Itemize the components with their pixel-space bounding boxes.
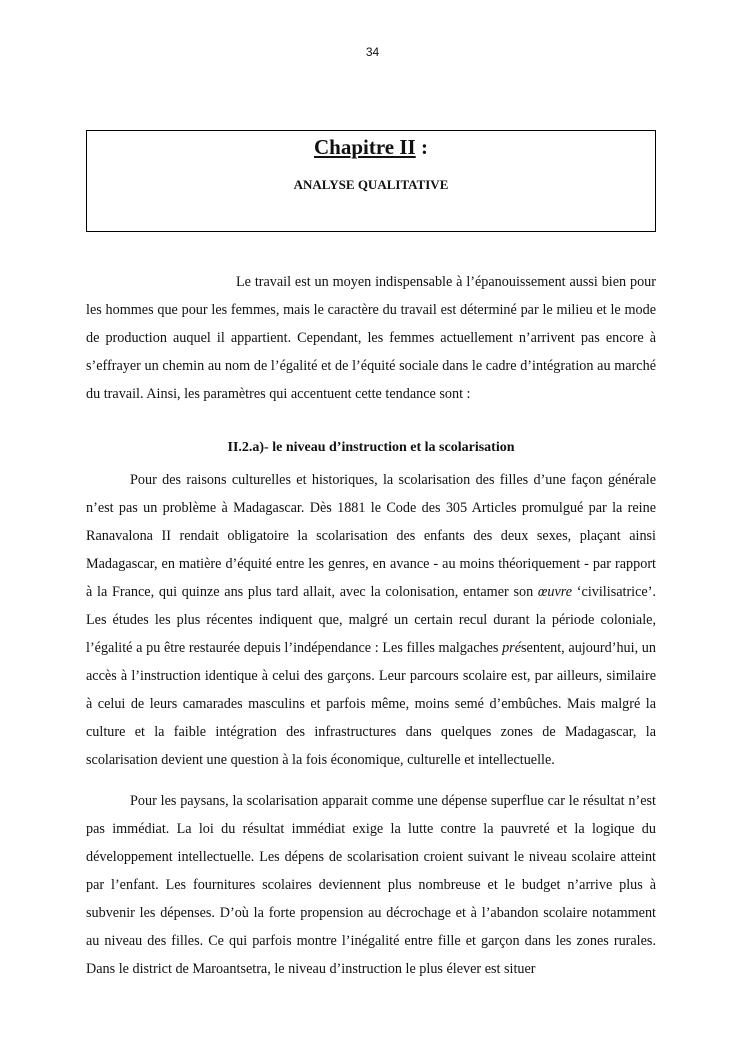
chapter-title-text: Chapitre II	[314, 135, 416, 159]
intro-paragraph: Le travail est un moyen indispensable à l’épanouissement aussi bien pour les hommes que pour les femmes, mais le caractère du travail est déterminé par le milieu et le mode de production auquel il appartient. Cependant, les femmes actuellement n’arrivent pas encore à s’effrayer un chemin au nom de l’égalité et de l’équité sociale dans le cadre d’intégration au marché du travail. Ainsi, les paramètres qui accentuent cette tendance sont :	[86, 274, 656, 402]
paragraph-1-italic-oeuvre: œuvre	[537, 584, 573, 600]
paragraph-1-part-b: ‘civilisatrice’. Les études les plus récentes indiquent que, malgré un certain recul durant la période coloniale, l’égalité a pu être restaurée depuis l’indépendance : Les filles malgaches	[86, 584, 656, 656]
chapter-subtitle: ANALYSE QUALITATIVE	[293, 177, 449, 192]
paragraph-1-part-a: Pour des raisons culturelles et historiques, la scolarisation des filles d’une façon générale n’est pas un problème à Madagascar. Dès 1881 le Code des 305 Articles promulgué par la reine Ranavalona II rendait obligatoire la scolarisation des enfants des deux sexes, plaçant ainsi Madagascar, en matière d’équité entre les genres, en avance - au moins théoriquement - par rapport à la France, qui quinze ans plus tard allait, avec la colonisation, entamer son	[86, 472, 656, 600]
body-paragraph-2: Pour les paysans, la scolarisation apparait comme une dépense superflue car le résultat n’est pas immédiat. La loi du résultat immédiat exige la lutte contre la pauvreté et la logique du développement intellectuelle. Les dépens de scolarisation croient suivant le niveau scolaire atteint par l’enfant. Les fournitures scolaires deviennent plus nombreuse et le budget n’arrive plus à subvenir les dépenses. D’où la forte propension au décrochage et à l’abandon scolaire notamment au niveau des filles. Ce qui parfois montre l’inégalité entre fille et garçon dans les zones rurales. Dans le district de Maroantsetra, le niveau d’instruction le plus élever est situer	[86, 793, 656, 977]
section-heading: II.2.a)- le niveau d’instruction et la scolarisation	[227, 440, 515, 455]
paragraph-1-italic-pre: pré	[502, 640, 521, 656]
chapter-title	[87, 134, 655, 160]
chapter-title-colon: :	[415, 135, 428, 159]
body-paragraph-1	[86, 466, 656, 774]
page-number: 34	[365, 45, 380, 59]
paragraph-1-part-c: sentent, aujourd’hui, un accès à l’instruction identique à celui des garçons. Leur parcours scolaire est, par ailleurs, similaire à celui de leurs camarades masculins et parfois même, moins semé d’embûches. Mais malgré la culture et la faible intégration des infrastructures dans quelques zones de Madagascar, la scolarisation devient une question à la fois économique, culturelle et intellectuelle.	[86, 640, 656, 768]
chapter-title-box	[86, 130, 656, 232]
